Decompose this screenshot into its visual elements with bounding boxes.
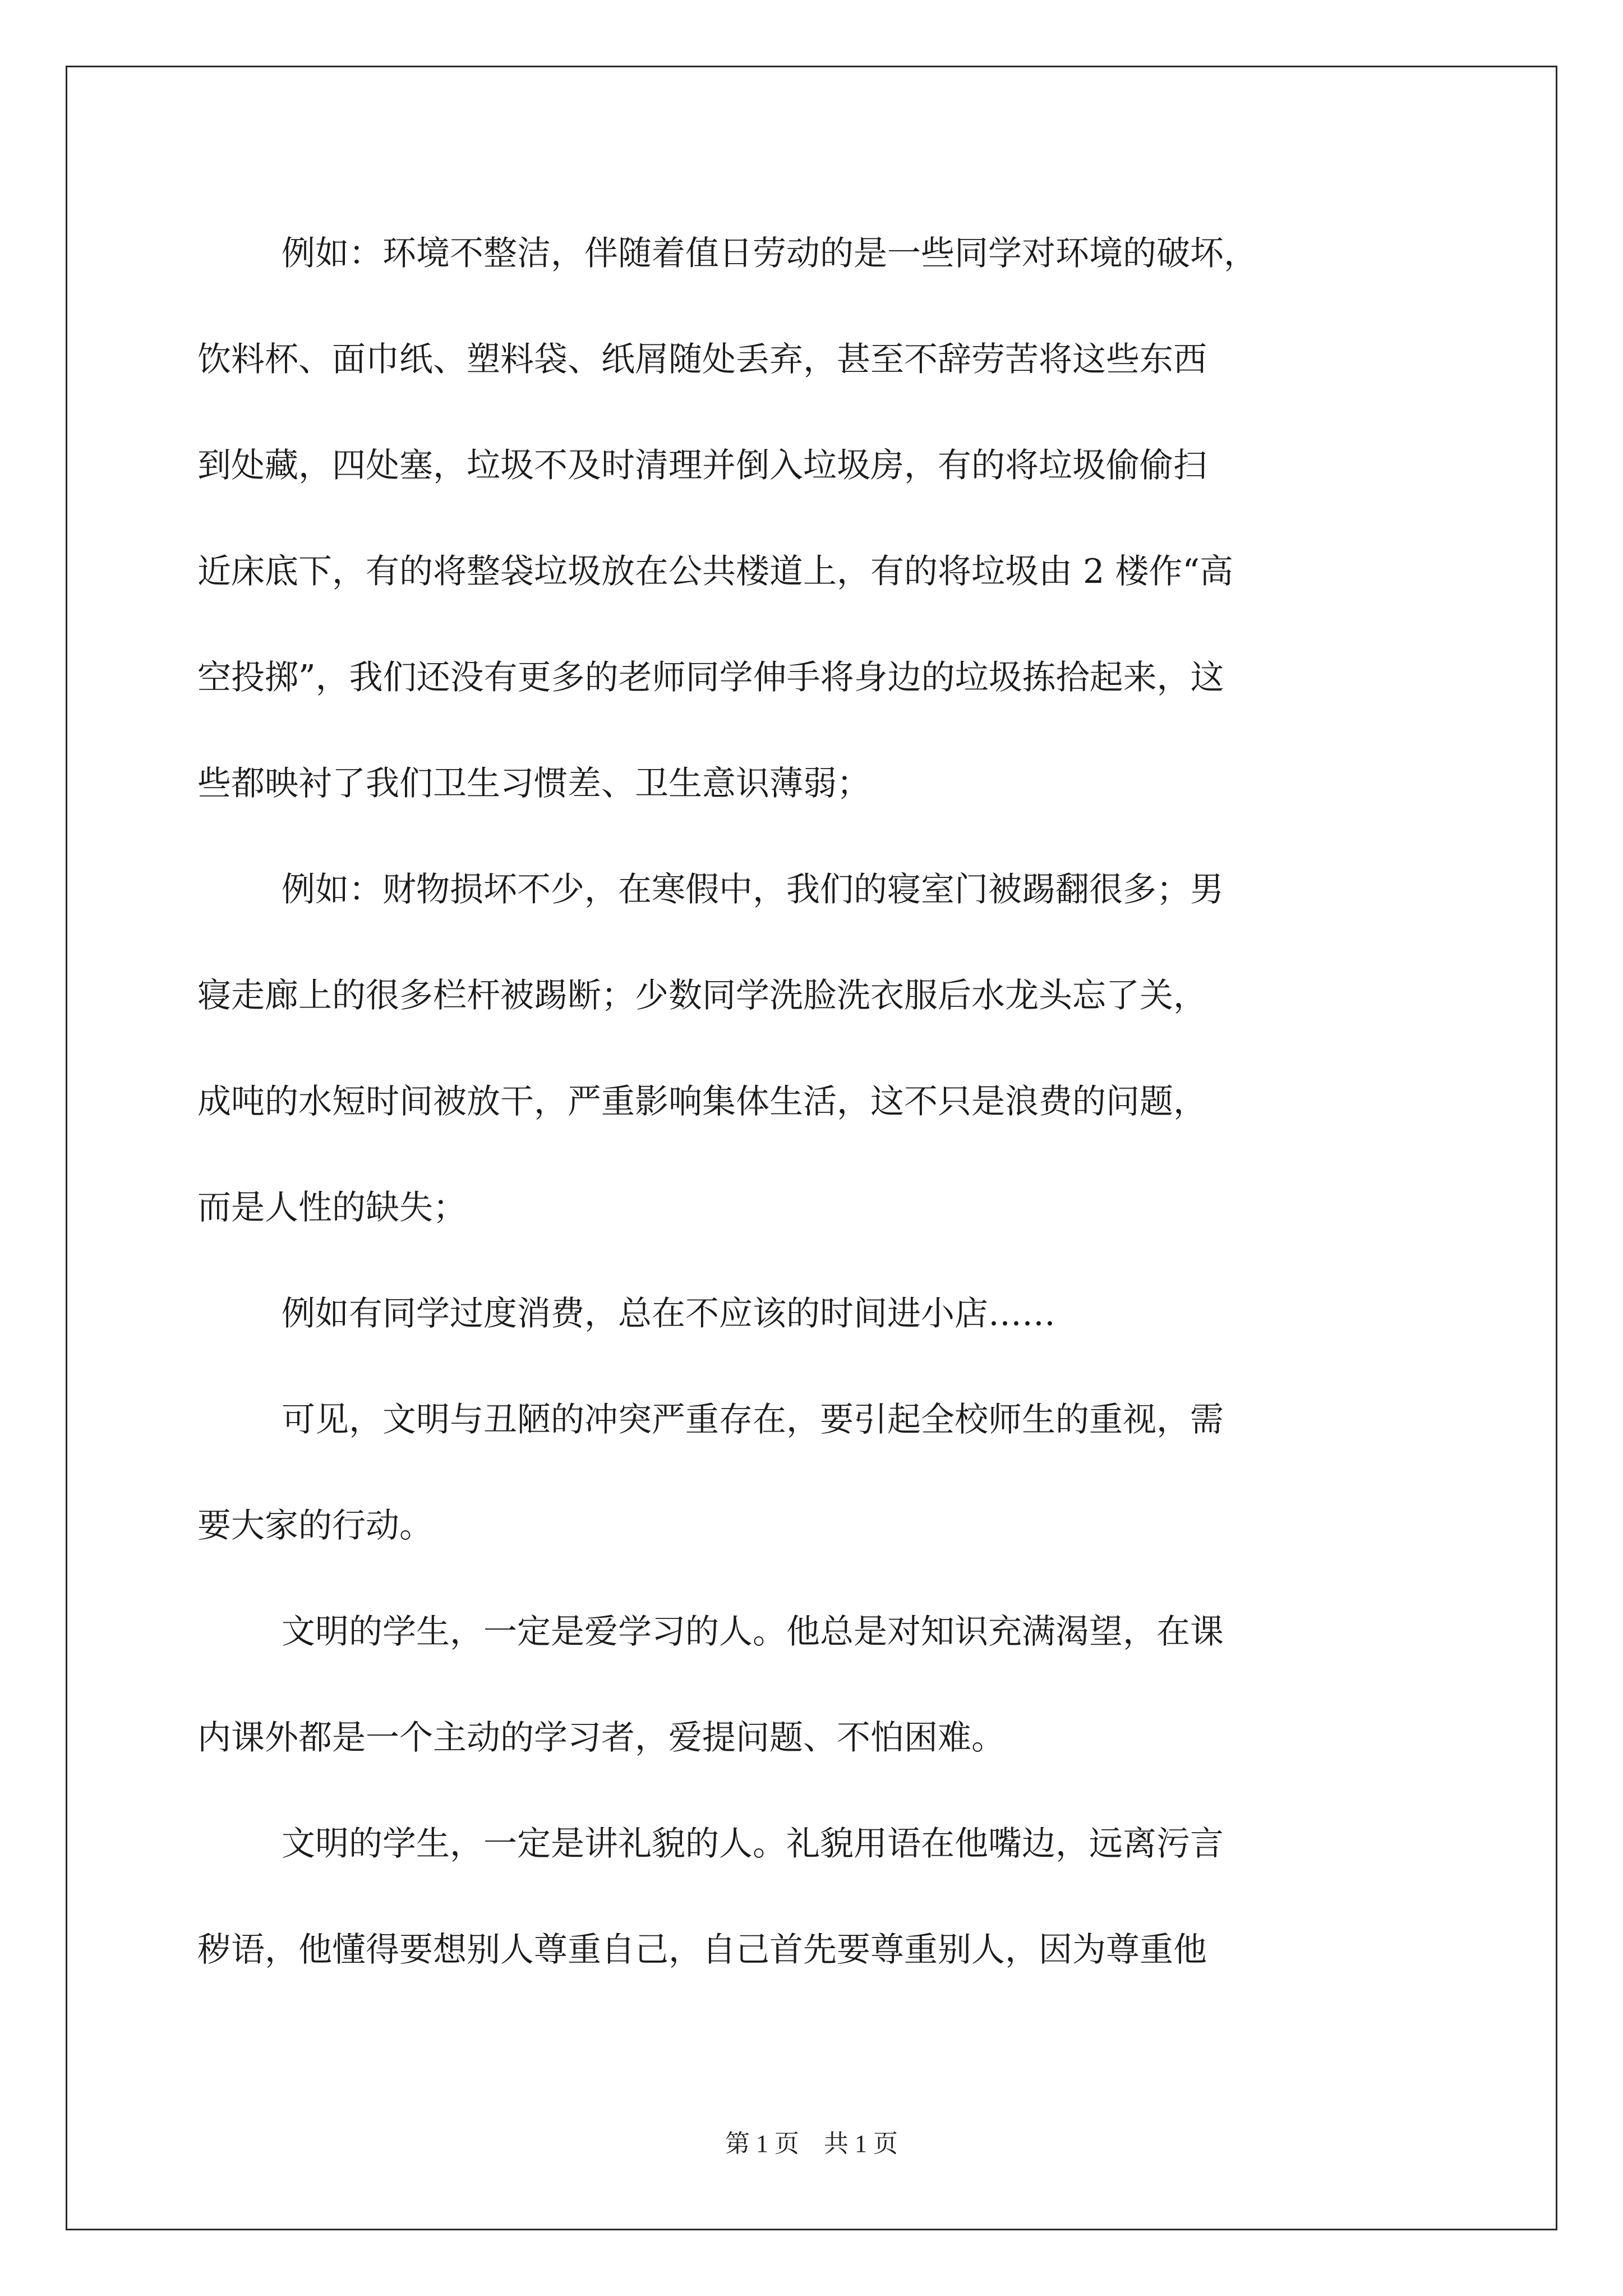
text-line: 成吨的水短时间被放干，严重影响集体生活，这不只是浪费的问题， xyxy=(197,1082,1207,1121)
text-line: 可见，文明与丑陋的冲突严重存在，要引起全校师生的重视，需 xyxy=(282,1400,1224,1439)
text-line: 寝走廊上的很多栏杆被踢断；少数同学洗脸洗衣服后水龙头忘了关， xyxy=(197,976,1207,1015)
document-body xyxy=(197,201,1459,2003)
text-line: 到处藏，四处塞，垃圾不及时清理并倒入垃圾房，有的将垃圾偷偷扫 xyxy=(197,446,1207,485)
text-line: 空投掷”，我们还没有更多的老师同学伸手将身边的垃圾拣拾起来，这 xyxy=(197,658,1224,697)
paragraph-love-learning xyxy=(197,1579,1459,1791)
text-line: 而是人性的缺失； xyxy=(197,1188,467,1227)
text-line: 些都映衬了我们卫生习惯差、卫生意识薄弱； xyxy=(197,764,870,803)
page-footer: 第 1 页 共 1 页 xyxy=(725,2130,898,2157)
text-line: 例如：财物损坏不少，在寒假中，我们的寝室门被踢翻很多；男 xyxy=(282,870,1224,909)
text-line: 近床底下，有的将整袋垃圾放在公共楼道上，有的将垃圾由 2 楼作“高 xyxy=(197,552,1233,591)
paragraph-property-damage xyxy=(197,837,1459,1261)
text-line: 要大家的行动。 xyxy=(197,1506,433,1545)
paragraph-conclusion xyxy=(197,1367,1459,1579)
text-line: 例如：环境不整洁，伴随着值日劳动的是一些同学对环境的破坏， xyxy=(282,234,1257,273)
text-line: 文明的学生，一定是爱学习的人。他总是对知识充满渴望，在课 xyxy=(282,1612,1224,1651)
paragraph-politeness xyxy=(197,1791,1459,2003)
paragraph-environment xyxy=(197,201,1459,837)
text-line: 秽语，他懂得要想别人尊重自己，自己首先要尊重别人，因为尊重他 xyxy=(197,1930,1207,1970)
text-line: 文明的学生，一定是讲礼貌的人。礼貌用语在他嘴边，远离污言 xyxy=(282,1824,1224,1864)
paragraph-consumption xyxy=(197,1261,1459,1367)
text-line: 例如有同学过度消费，总在不应该的时间进小店…… xyxy=(282,1294,1055,1333)
text-line: 内课外都是一个主动的学习者，爱提问题、不怕困难。 xyxy=(197,1718,1005,1757)
text-line: 饮料杯、面巾纸、塑料袋、纸屑随处丢弃，甚至不辞劳苦将这些东西 xyxy=(197,340,1207,379)
